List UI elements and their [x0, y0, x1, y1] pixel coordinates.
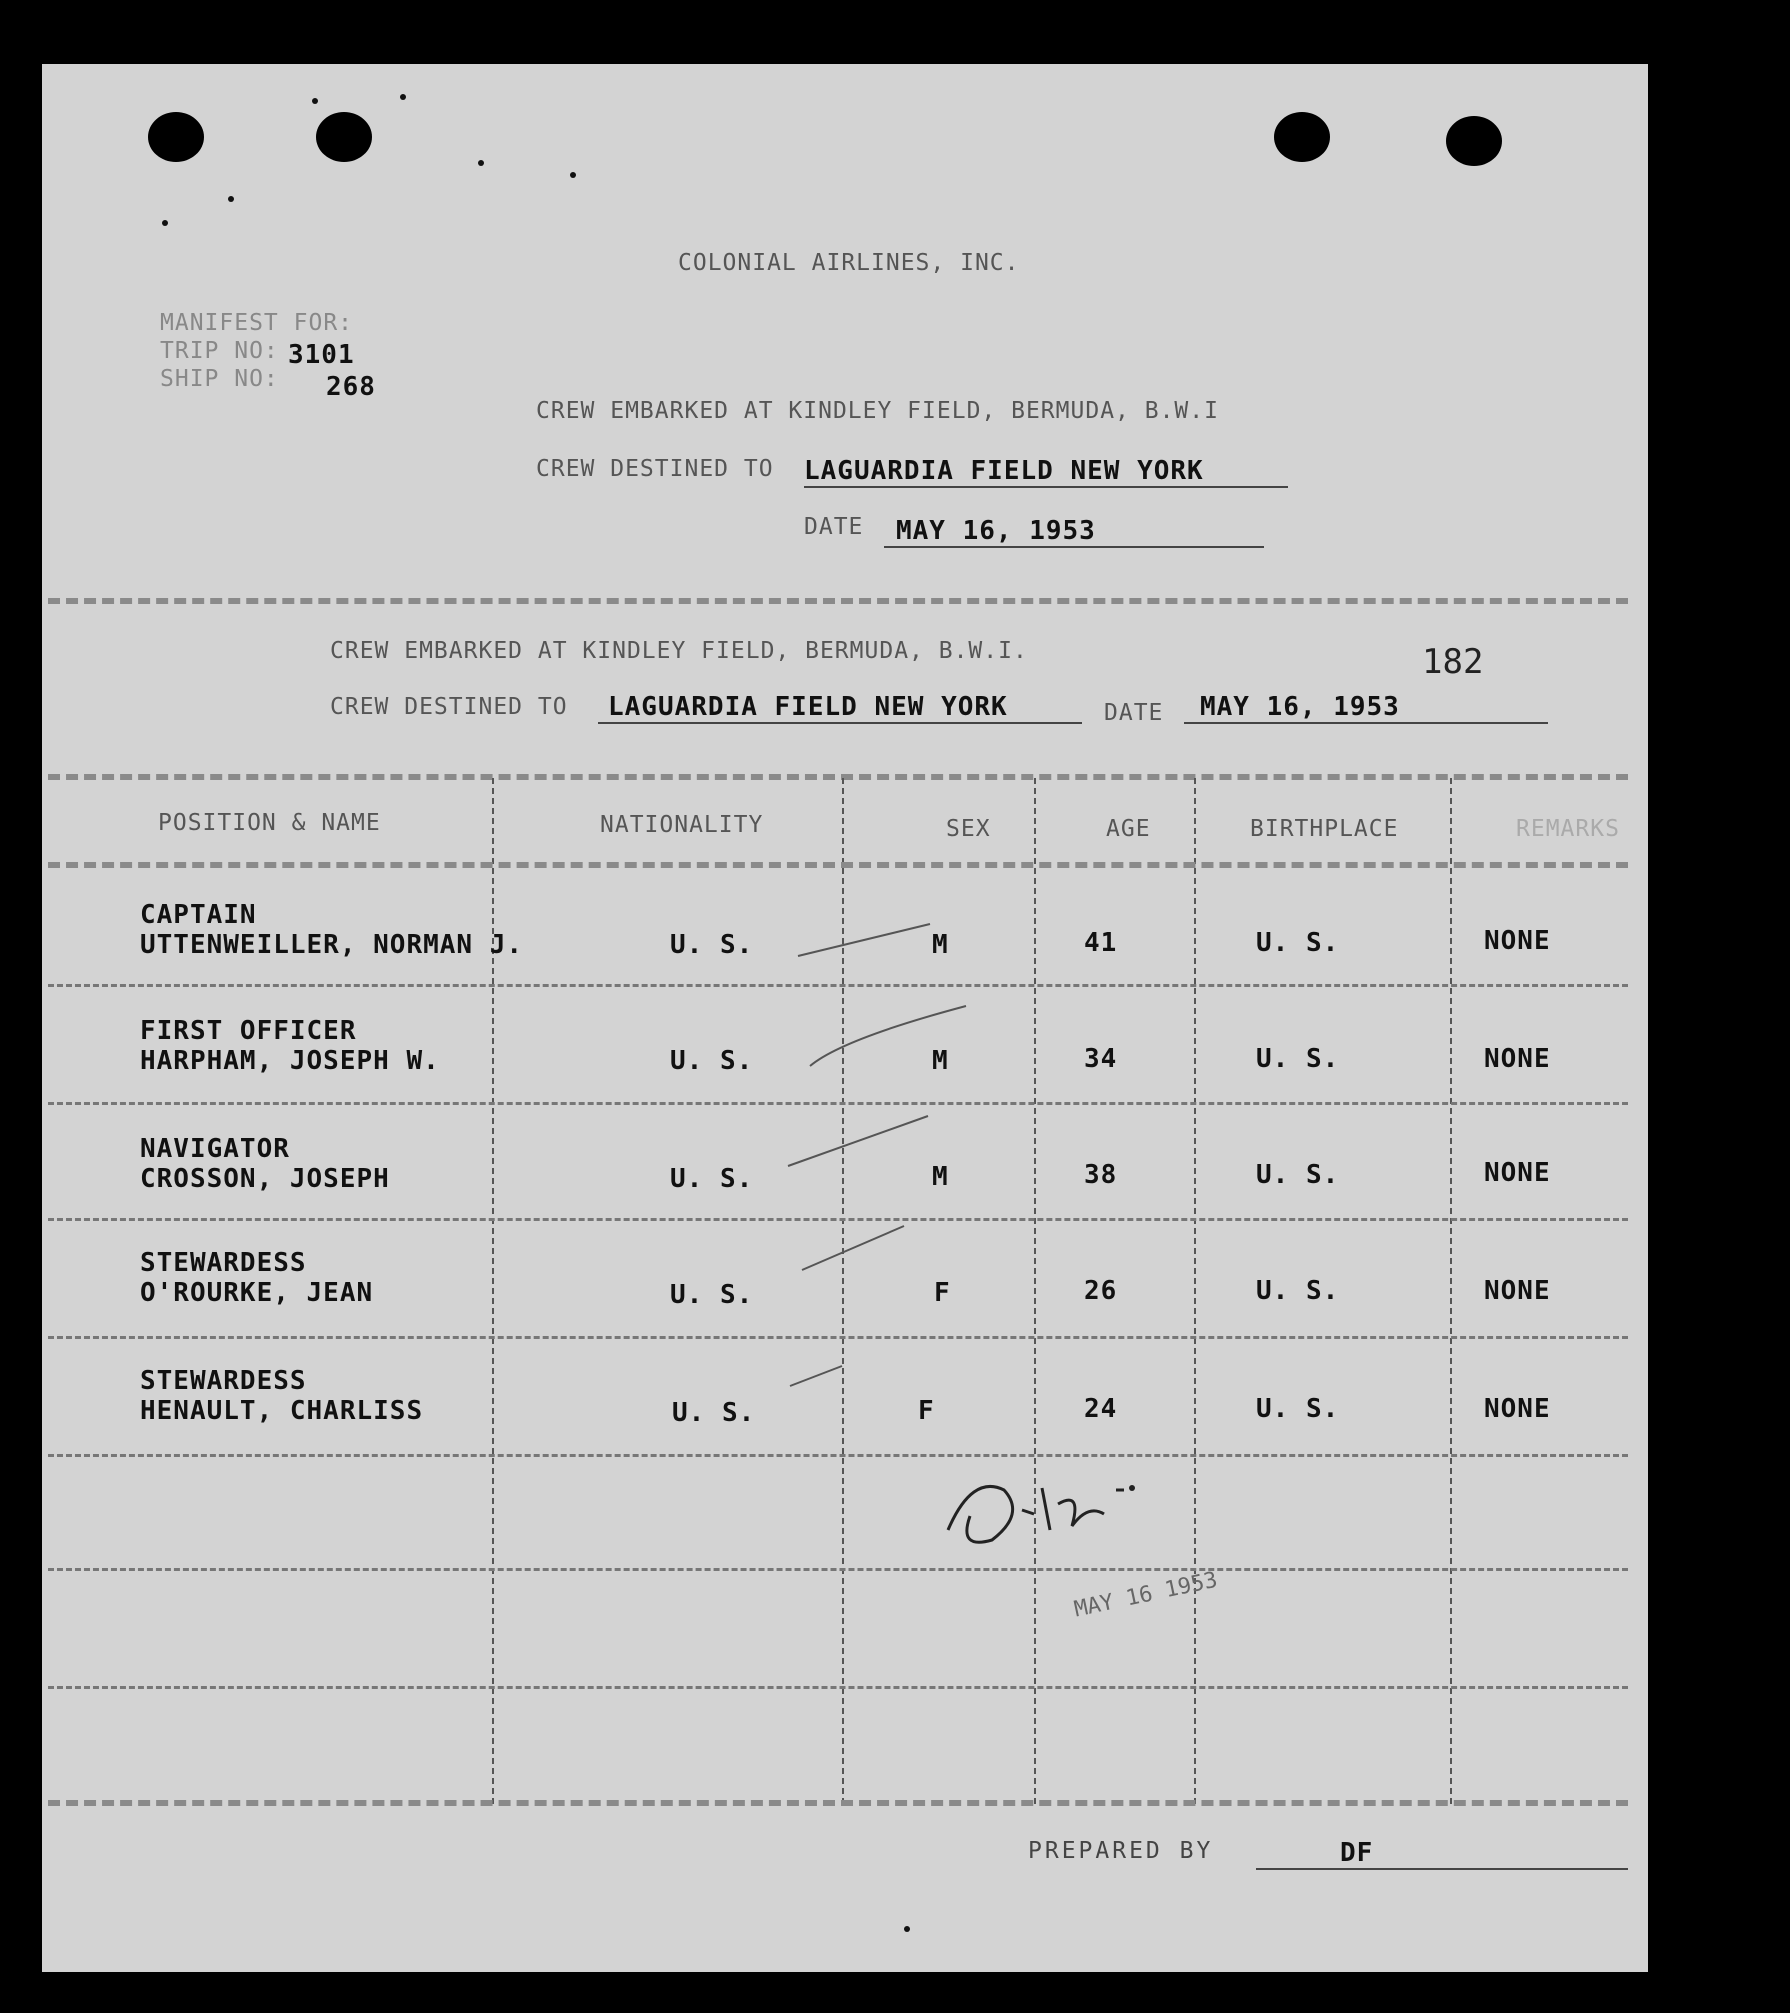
- check-marks: [42, 64, 1648, 1972]
- row-2-position: FIRST OFFICER: [140, 1016, 357, 1046]
- embarked-line-2: CREW EMBARKED AT KINDLEY FIELD, BERMUDA, B.W.I.: [330, 638, 1028, 664]
- row-2-age: 34: [1084, 1044, 1118, 1074]
- date-label-2: DATE: [1104, 700, 1164, 726]
- row-2-birthplace: U. S.: [1256, 1044, 1340, 1074]
- row-1-position: CAPTAIN: [140, 900, 257, 930]
- row-5-birthplace: U. S.: [1256, 1394, 1340, 1424]
- header-remarks: REMARKS: [1516, 816, 1620, 842]
- manifest-for-label: MANIFEST FOR:: [160, 310, 354, 336]
- row-3-nationality: U. S.: [670, 1164, 754, 1194]
- header-nationality: NATIONALITY: [600, 812, 764, 838]
- destined-value-2-text: LAGUARDIA FIELD NEW YORK: [608, 692, 1008, 722]
- date-value-text: MAY 16, 1953: [896, 516, 1096, 546]
- company-name: COLONIAL AIRLINES, INC.: [678, 250, 1020, 276]
- trip-number: 3101: [288, 340, 355, 370]
- ship-number: 268: [326, 372, 376, 402]
- row-5-remarks: NONE: [1484, 1394, 1551, 1424]
- row-1-remarks: NONE: [1484, 926, 1551, 956]
- row-2-nationality: U. S.: [670, 1046, 754, 1076]
- destined-value-text: LAGUARDIA FIELD NEW YORK: [804, 456, 1204, 486]
- embarked-line: CREW EMBARKED AT KINDLEY FIELD, BERMUDA, B.W.I: [536, 398, 1219, 424]
- row-5-position: STEWARDESS: [140, 1366, 307, 1396]
- header-birthplace: BIRTHPLACE: [1250, 816, 1399, 842]
- row-4-name: O'ROURKE, JEAN: [140, 1278, 374, 1308]
- row-1-birthplace: U. S.: [1256, 928, 1340, 958]
- manifest-sheet: [42, 64, 1648, 1972]
- date-stamp: MAY 16 1953: [1072, 1567, 1220, 1623]
- row-1-name: UTTENWEILLER, NORMAN J.: [140, 930, 524, 960]
- header-age: AGE: [1106, 816, 1151, 842]
- prepared-by-label: PREPARED BY: [1028, 1838, 1214, 1864]
- row-1-sex: M: [932, 930, 949, 960]
- row-2-sex: M: [932, 1046, 949, 1076]
- ship-label: SHIP NO:: [160, 366, 279, 392]
- row-3-remarks: NONE: [1484, 1158, 1551, 1188]
- row-5-name: HENAULT, CHARLISS: [140, 1396, 424, 1426]
- row-5-age: 24: [1084, 1394, 1118, 1424]
- row-1-age: 41: [1084, 928, 1118, 958]
- header-sex: SEX: [946, 816, 991, 842]
- row-4-position: STEWARDESS: [140, 1248, 307, 1278]
- speck: [904, 1926, 910, 1932]
- row-5-sex: F: [918, 1396, 935, 1426]
- row-5-nationality: U. S.: [672, 1398, 756, 1428]
- date-value-2-text: MAY 16, 1953: [1200, 692, 1400, 722]
- row-2-name: HARPHAM, JOSEPH W.: [140, 1046, 440, 1076]
- row-4-remarks: NONE: [1484, 1276, 1551, 1306]
- row-2-remarks: NONE: [1484, 1044, 1551, 1074]
- header-position-name: POSITION & NAME: [158, 810, 381, 836]
- row-3-birthplace: U. S.: [1256, 1160, 1340, 1190]
- row-3-sex: M: [932, 1162, 949, 1192]
- row-3-position: NAVIGATOR: [140, 1134, 290, 1164]
- row-1-nationality: U. S.: [670, 930, 754, 960]
- page-number: 182: [1422, 642, 1484, 682]
- trip-label: TRIP NO:: [160, 338, 279, 364]
- destined-label: CREW DESTINED TO: [536, 456, 774, 482]
- row-4-birthplace: U. S.: [1256, 1276, 1340, 1306]
- prepared-by-value: [1256, 1838, 1628, 1870]
- row-3-name: CROSSON, JOSEPH: [140, 1164, 390, 1194]
- row-4-nationality: U. S.: [670, 1280, 754, 1310]
- date-label: DATE: [804, 514, 864, 540]
- destined-label-2: CREW DESTINED TO: [330, 694, 568, 720]
- prepared-by-value-text: DF: [1340, 1838, 1374, 1868]
- row-4-sex: F: [934, 1278, 951, 1308]
- row-3-age: 38: [1084, 1160, 1118, 1190]
- row-4-age: 26: [1084, 1276, 1118, 1306]
